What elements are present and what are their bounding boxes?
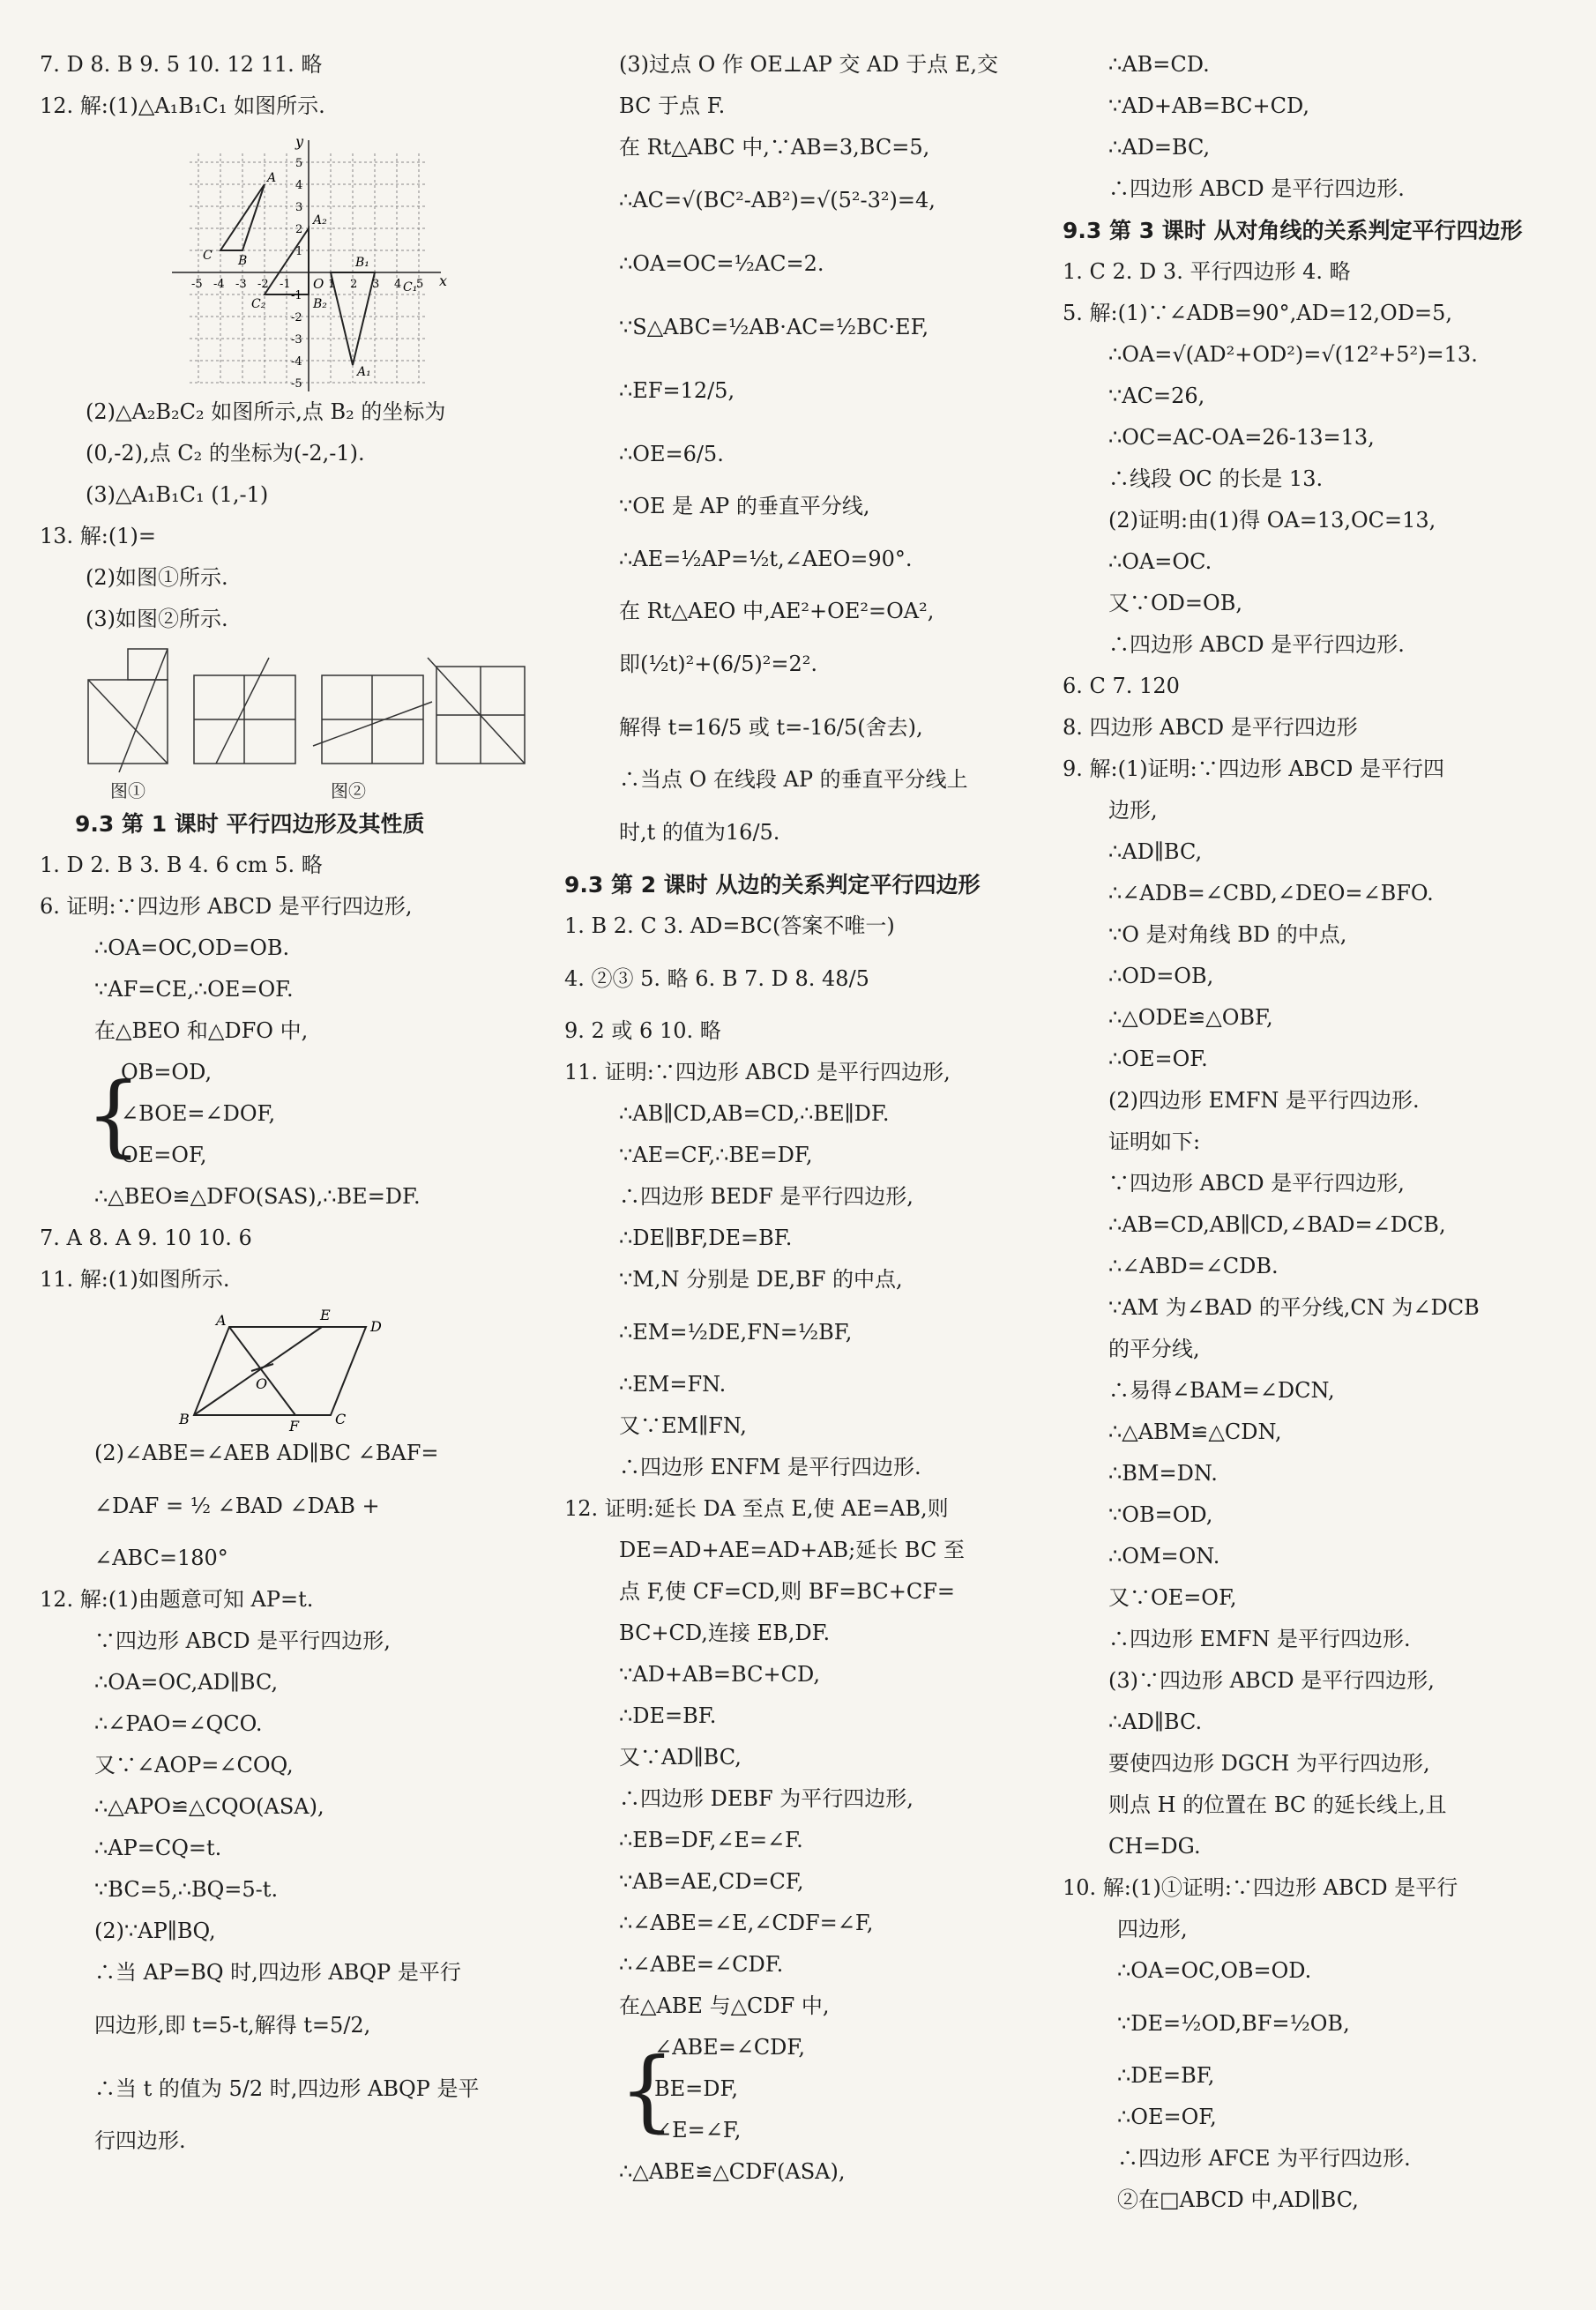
answer-line: ∴当 AP=BQ 时,四边形 ABQP 是平行 bbox=[94, 1960, 461, 1985]
tick-label: 1 bbox=[295, 245, 303, 258]
parallelogram-svg bbox=[40, 1300, 533, 1433]
tick-label: -3 bbox=[291, 333, 302, 346]
point-label: O bbox=[256, 1375, 268, 1392]
point-label: C₂ bbox=[251, 297, 266, 311]
point-label: A bbox=[216, 1312, 227, 1329]
answer-line: ∴四边形 ABCD 是平行四边形. bbox=[1108, 632, 1405, 657]
answer-line: ∵OE 是 AP 的垂直平分线, bbox=[619, 494, 870, 518]
answer-line: ∵AD+AB=BC+CD, bbox=[619, 1662, 820, 1687]
answer-line: ∵M,N 分别是 DE,BF 的中点, bbox=[619, 1267, 903, 1292]
answer-line: ∠BOE=∠DOF, bbox=[121, 1101, 276, 1126]
point-label: D bbox=[370, 1318, 382, 1335]
answer-line: 要使四边形 DGCH 为平行四边形, bbox=[1108, 1751, 1430, 1776]
answer-line: 时,t 的值为16/5. bbox=[619, 820, 780, 845]
answer-line: BC 于点 F. bbox=[619, 93, 726, 118]
tick-label: 3 bbox=[372, 278, 380, 291]
answer-line: (2)四边形 EMFN 是平行四边形. bbox=[1108, 1088, 1420, 1113]
answer-line: ∴AB∥CD,AB=CD,∴BE∥DF. bbox=[619, 1101, 890, 1126]
answer-line: ∴AD∥BC, bbox=[1108, 839, 1203, 864]
answer-line: 7. D 8. B 9. 5 10. 12 11. 略 bbox=[40, 52, 323, 77]
answer-line: 行四边形. bbox=[94, 2128, 186, 2153]
answer-line: 解得 t=16/5 或 t=-16/5(舍去), bbox=[619, 715, 923, 740]
answer-line: (0,-2),点 C₂ 的坐标为(-2,-1). bbox=[86, 441, 365, 466]
answer-line: 11. 解:(1)如图所示. bbox=[40, 1267, 230, 1292]
answer-line: (2)如图①所示. bbox=[86, 565, 228, 590]
answer-line: ∵AC=26, bbox=[1108, 384, 1205, 408]
answer-line: ∴DE∥BF,DE=BF. bbox=[619, 1226, 793, 1250]
answer-column-1 bbox=[40, 44, 542, 2162]
answer-line: ∴△ABM≌△CDN, bbox=[1108, 1420, 1282, 1444]
answer-line: ∴OE=6/5. bbox=[619, 442, 724, 466]
answer-line: 即(½t)²+(6/5)²=2². bbox=[619, 652, 817, 676]
answer-line: (3)过点 O 作 OE⊥AP 交 AD 于点 E,交 bbox=[619, 52, 999, 77]
answer-line: ∴BM=DN. bbox=[1108, 1461, 1218, 1486]
answer-line: ∴AP=CQ=t. bbox=[94, 1836, 222, 1860]
answer-line: ∴OM=ON. bbox=[1108, 1544, 1220, 1569]
answer-line: ∴△BEO≌△DFO(SAS),∴BE=DF. bbox=[94, 1184, 421, 1209]
answer-line: ∴DE=BF. bbox=[619, 1703, 717, 1728]
point-label: B₂ bbox=[313, 297, 327, 311]
answer-line: ∴△ABE≌△CDF(ASA), bbox=[619, 2159, 846, 2184]
answer-line: 8. 四边形 ABCD 是平行四边形 bbox=[1063, 715, 1358, 740]
answer-line: ∴EM=FN. bbox=[619, 1372, 727, 1397]
answer-line: 则点 H 的位置在 BC 的延长线上,且 bbox=[1108, 1792, 1447, 1817]
point-label: C₁ bbox=[403, 280, 418, 294]
answer-line: ∴OD=OB, bbox=[1108, 964, 1214, 988]
point-label: A₂ bbox=[313, 213, 327, 227]
tick-label: 3 bbox=[295, 201, 303, 214]
answer-line: (3)如图②所示. bbox=[86, 607, 228, 631]
congruence-system bbox=[40, 1052, 542, 1176]
point-label: A bbox=[267, 171, 277, 185]
point-label: C bbox=[335, 1411, 347, 1427]
point-label: B bbox=[238, 254, 248, 268]
brace-symbol: { bbox=[619, 2038, 675, 2142]
tick-label: -5 bbox=[291, 377, 302, 391]
answer-line: 在 Rt△AEO 中,AE²+OE²=OA², bbox=[619, 599, 935, 623]
point-label: F bbox=[289, 1418, 300, 1433]
answer-line: ∴四边形 AFCE 为平行四边形. bbox=[1117, 2146, 1411, 2171]
answer-line: 边形, bbox=[1108, 798, 1158, 823]
grid-figures-svg bbox=[40, 640, 533, 772]
answer-line: ∴四边形 ABCD 是平行四边形. bbox=[1108, 176, 1405, 201]
answer-line: 证明如下: bbox=[1108, 1129, 1201, 1154]
answer-line: CH=DG. bbox=[1108, 1834, 1201, 1859]
section-heading: 9.3 第 2 课时 从边的关系判定平行四边形 bbox=[564, 872, 981, 898]
answer-line: ∴AC=√(BC²-AB²)=√(5²-3²)=4, bbox=[619, 188, 936, 212]
answer-line: ∵DE=½OD,BF=½OB, bbox=[1117, 2011, 1350, 2036]
answer-line: (2)∠ABE=∠AEB AD∥BC ∠BAF= bbox=[94, 1441, 439, 1465]
answer-line: 5. 解:(1)∵∠ADB=90°,AD=12,OD=5, bbox=[1063, 301, 1452, 325]
congruence-system bbox=[564, 2027, 1058, 2151]
answer-line: ∴四边形 BEDF 是平行四边形, bbox=[619, 1184, 914, 1209]
answer-line: 又∵∠AOP=∠COQ, bbox=[94, 1753, 294, 1777]
answer-line: 12. 证明:延长 DA 至点 E,使 AE=AB,则 bbox=[564, 1496, 949, 1521]
answer-line: ∵AD+AB=BC+CD, bbox=[1108, 93, 1309, 118]
answer-line: ∵BC=5,∴BQ=5-t. bbox=[94, 1877, 279, 1902]
coordinate-figure bbox=[40, 127, 542, 391]
answer-line: 9. 解:(1)证明:∵四边形 ABCD 是平行四 bbox=[1063, 756, 1444, 781]
answer-line: 在△ABE 与△CDF 中, bbox=[619, 1993, 830, 2018]
answer-line: 在 Rt△ABC 中,∵AB=3,BC=5, bbox=[619, 135, 930, 160]
answer-line: (2)证明:由(1)得 OA=13,OC=13, bbox=[1108, 508, 1436, 533]
answer-line: ∴OE=OF. bbox=[1108, 1047, 1208, 1071]
answer-line: (3)△A₁B₁C₁ (1,-1) bbox=[86, 482, 269, 507]
tick-label: 2 bbox=[295, 223, 303, 236]
answer-line: ∴∠ABE=∠CDF. bbox=[619, 1952, 784, 1977]
answer-line: 在△BEO 和△DFO 中, bbox=[94, 1018, 309, 1043]
answer-line: ∴∠ABE=∠E,∠CDF=∠F, bbox=[619, 1911, 874, 1935]
answer-line: 四边形, bbox=[1117, 1917, 1188, 1941]
grid-figures bbox=[40, 640, 542, 803]
answer-line: ∴当 t 的值为 5/2 时,四边形 ABQP 是平 bbox=[94, 2076, 480, 2101]
answer-line: ∴DE=BF, bbox=[1117, 2063, 1215, 2088]
answer-line: ∴EF=12/5, bbox=[619, 378, 735, 403]
answer-line: ∴∠ADB=∠CBD,∠DEO=∠BFO. bbox=[1108, 881, 1434, 905]
tick-label: -3 bbox=[235, 278, 247, 291]
answer-line: ∴AB=CD. bbox=[1108, 52, 1210, 77]
tick-label: 4 bbox=[394, 278, 402, 291]
answer-line: 7. A 8. A 9. 10 10. 6 bbox=[40, 1226, 252, 1250]
answer-line: 的平分线, bbox=[1108, 1337, 1200, 1361]
answer-line: ∵AM 为∠BAD 的平分线,CN 为∠DCB bbox=[1108, 1295, 1480, 1320]
tick-label: -1 bbox=[280, 278, 291, 291]
answer-line: ∠DAF = ½ ∠BAD ∠DAB + bbox=[94, 1494, 380, 1518]
axis-y-label: y bbox=[295, 133, 304, 150]
parallelogram-figure bbox=[40, 1300, 542, 1433]
answer-line: ∵S△ABC=½AB·AC=½BC·EF, bbox=[619, 315, 929, 339]
tick-label: -2 bbox=[291, 311, 302, 324]
answer-line: ∴AD∥BC. bbox=[1108, 1710, 1203, 1734]
answer-line: 又∵OD=OB, bbox=[1108, 591, 1242, 615]
point-label: B₁ bbox=[355, 256, 369, 270]
answer-line: 13. 解:(1)= bbox=[40, 524, 156, 548]
answer-column-3 bbox=[1063, 44, 1574, 2221]
axis-x-label: x bbox=[439, 272, 448, 289]
answer-line: ∴△ODE≌△OBF, bbox=[1108, 1005, 1273, 1030]
answer-line: ∴∠PAO=∠QCO. bbox=[94, 1711, 263, 1736]
answer-line: 11. 证明:∵四边形 ABCD 是平行四边形, bbox=[564, 1060, 951, 1084]
point-label: A₁ bbox=[357, 365, 371, 379]
answer-line: ∴当点 O 在线段 AP 的垂直平分线上 bbox=[619, 767, 968, 792]
tick-label: -4 bbox=[291, 355, 302, 369]
answer-line: OB=OD, bbox=[121, 1060, 213, 1084]
answer-line: ∠E=∠F, bbox=[654, 2118, 742, 2142]
answer-line: ∵四边形 ABCD 是平行四边形, bbox=[1108, 1171, 1405, 1196]
answer-line: 1. B 2. C 3. AD=BC(答案不唯一) bbox=[564, 913, 895, 938]
point-label: C bbox=[203, 249, 213, 263]
answer-line: ∴OC=AC-OA=26-13=13, bbox=[1108, 425, 1375, 450]
figure-caption: 图② bbox=[331, 780, 366, 801]
answer-line: ∴EB=DF,∠E=∠F. bbox=[619, 1828, 803, 1852]
answer-line: ∴∠ABD=∠CDB. bbox=[1108, 1254, 1279, 1278]
answer-line: ∴易得∠BAM=∠DCN, bbox=[1108, 1378, 1335, 1403]
answer-line: ∴AE=½AP=½t,∠AEO=90°. bbox=[619, 547, 913, 571]
answer-line: 四边形,即 t=5-t,解得 t=5/2, bbox=[94, 2013, 371, 2038]
answer-line: 又∵OE=OF, bbox=[1108, 1585, 1237, 1610]
answer-line: ∴AB=CD,AB∥CD,∠BAD=∠DCB, bbox=[1108, 1212, 1446, 1237]
answer-line: ∵AE=CF,∴BE=DF, bbox=[619, 1143, 813, 1167]
answer-line: 6. 证明:∵四边形 ABCD 是平行四边形, bbox=[40, 894, 413, 919]
answer-line: ∠ABE=∠CDF, bbox=[654, 2035, 805, 2060]
answer-line: (2)∵AP∥BQ, bbox=[94, 1919, 216, 1943]
answer-line: BE=DF, bbox=[654, 2076, 739, 2101]
answer-line: ∴OE=OF, bbox=[1117, 2105, 1217, 2129]
answer-line: ∴四边形 ENFM 是平行四边形. bbox=[619, 1455, 921, 1479]
tick-label: 1 bbox=[328, 278, 336, 291]
answer-line: ∠ABC=180° bbox=[94, 1546, 228, 1570]
answer-line: 又∵AD∥BC, bbox=[619, 1745, 742, 1770]
tick-label: 5 bbox=[416, 278, 424, 291]
answer-line: DE=AD+AE=AD+AB;延长 BC 至 bbox=[619, 1538, 965, 1562]
answer-line: 1. C 2. D 3. 平行四边形 4. 略 bbox=[1063, 259, 1351, 284]
answer-line: ∴四边形 DEBF 为平行四边形, bbox=[619, 1786, 914, 1811]
tick-label: -2 bbox=[257, 278, 269, 291]
answer-line: ∴AD=BC, bbox=[1108, 135, 1211, 160]
section-heading: 9.3 第 1 课时 平行四边形及其性质 bbox=[75, 811, 425, 837]
answer-line: 点 F,使 CF=CD,则 BF=BC+CF= bbox=[619, 1579, 956, 1604]
answer-line: ∵OB=OD, bbox=[1108, 1502, 1213, 1527]
answer-line: 12. 解:(1)由题意可知 AP=t. bbox=[40, 1587, 314, 1612]
section-heading: 9.3 第 3 课时 从对角线的关系判定平行四边形 bbox=[1063, 218, 1523, 243]
answer-line: 10. 解:(1)①证明:∵四边形 ABCD 是平行 bbox=[1063, 1875, 1458, 1900]
answer-line: 1. D 2. B 3. B 4. 6 cm 5. 略 bbox=[40, 853, 323, 877]
tick-label: 4 bbox=[295, 179, 303, 192]
tick-label: -5 bbox=[191, 278, 203, 291]
point-label: B bbox=[179, 1411, 190, 1427]
brace-symbol: { bbox=[86, 1063, 142, 1166]
answer-line: ∴△APO≌△CQO(ASA), bbox=[94, 1794, 324, 1819]
answer-line: 6. C 7. 120 bbox=[1063, 674, 1180, 698]
answer-line: ∴OA=OC,AD∥BC, bbox=[94, 1670, 279, 1695]
answer-column-2 bbox=[564, 44, 1058, 2193]
answer-line: (3)∵四边形 ABCD 是平行四边形, bbox=[1108, 1668, 1435, 1693]
answer-line: ∴OA=OC=½AC=2. bbox=[619, 251, 824, 276]
answer-line: ∴OA=OC,OB=OD. bbox=[1117, 1958, 1312, 1983]
answer-line: OE=OF, bbox=[121, 1143, 207, 1167]
answer-line: ∴EM=½DE,FN=½BF, bbox=[619, 1320, 853, 1345]
answer-line: ∴OA=OC,OD=OB. bbox=[94, 935, 290, 960]
answer-line: ∴四边形 EMFN 是平行四边形. bbox=[1108, 1627, 1411, 1651]
tick-label: -1 bbox=[291, 289, 302, 302]
figure-caption: 图① bbox=[110, 780, 145, 801]
point-label: E bbox=[320, 1307, 331, 1323]
tick-label: -4 bbox=[213, 278, 225, 291]
answer-line: ∵O 是对角线 BD 的中点, bbox=[1108, 922, 1347, 947]
answer-line: (2)△A₂B₂C₂ 如图所示,点 B₂ 的坐标为 bbox=[86, 399, 446, 424]
answer-line: ∴线段 OC 的长是 13. bbox=[1108, 466, 1324, 491]
origin-label: O bbox=[313, 276, 324, 292]
answer-line: ②在□ABCD 中,AD∥BC, bbox=[1117, 2187, 1359, 2212]
answer-line: ∵四边形 ABCD 是平行四边形, bbox=[94, 1628, 391, 1653]
answer-line: ∵AF=CE,∴OE=OF. bbox=[94, 977, 294, 1002]
answer-line: 12. 解:(1)△A₁B₁C₁ 如图所示. bbox=[40, 93, 325, 118]
tick-label: 2 bbox=[350, 278, 358, 291]
answer-line: ∵AB=AE,CD=CF, bbox=[619, 1869, 804, 1894]
answer-line: ∴OA=√(AD²+OD²)=√(12²+5²)=13. bbox=[1108, 342, 1478, 367]
coordinate-grid-svg bbox=[40, 127, 533, 391]
answer-line: 4. ②③ 5. 略 6. B 7. D 8. 48/5 bbox=[564, 966, 869, 991]
answer-line: BC+CD,连接 EB,DF. bbox=[619, 1621, 831, 1645]
answer-line: 又∵EM∥FN, bbox=[619, 1413, 747, 1438]
tick-label: 5 bbox=[295, 157, 303, 170]
answer-line: 9. 2 或 6 10. 略 bbox=[564, 1018, 721, 1043]
answer-line: ∴OA=OC. bbox=[1108, 549, 1212, 574]
